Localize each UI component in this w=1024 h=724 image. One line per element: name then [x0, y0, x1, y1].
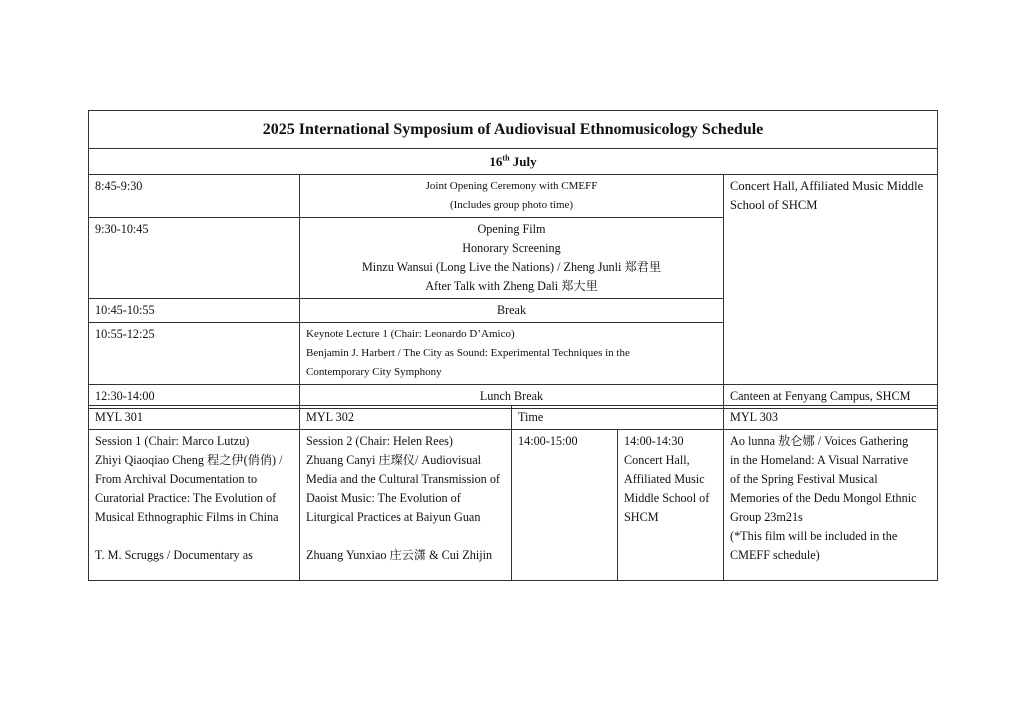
session-line: Session 2 (Chair: Helen Rees) — [306, 434, 453, 448]
session-line: CMEFF schedule) — [730, 548, 820, 562]
page-title: 2025 International Symposium of Audiovisual Ethnomusicology Schedule — [89, 111, 938, 149]
session-line: Daoist Music: The Evolution of — [306, 491, 461, 505]
column-header: MYL 302 — [300, 406, 512, 430]
event-line: Contemporary City Symphony — [306, 366, 442, 378]
date-suffix: th — [502, 153, 510, 163]
venue-line: Concert Hall, Affiliated Music Middle — [730, 179, 924, 193]
time-cell: 10:45-10:55 — [89, 299, 300, 323]
event-cell — [300, 175, 724, 218]
column-header: MYL 301 — [89, 406, 300, 430]
sessions-table — [88, 405, 938, 581]
time-cell: 9:30-10:45 — [89, 218, 300, 299]
time-cell: 8:45-9:30 — [89, 175, 300, 218]
session-line: Zhuang Canyi 庄璨仪/ Audiovisual — [306, 453, 482, 467]
session-cell — [724, 430, 938, 581]
time-cell: 12:30-14:00 — [89, 385, 300, 409]
session-line: Liturgical Practices at Baiyun Guan — [306, 510, 481, 524]
venue-cell — [724, 175, 938, 385]
column-header: Time — [512, 406, 724, 430]
time-cell — [618, 430, 724, 581]
session-line: Middle School of — [624, 491, 710, 505]
event-cell: Break — [300, 299, 724, 323]
column-header: MYL 303 — [724, 406, 938, 430]
event-line: Opening Film — [477, 222, 546, 236]
event-line: Minzu Wansui (Long Live the Nations) / Zheng Junli 郑君里 — [361, 260, 662, 274]
date-month: July — [512, 154, 537, 169]
session-cell — [300, 430, 512, 581]
event-line: (Includes group photo time) — [449, 199, 574, 211]
time-cell: 14:00-15:00 — [512, 430, 618, 581]
session-line: 14:00-14:30 — [624, 434, 684, 448]
session-line — [306, 527, 505, 546]
session-line: Media and the Cultural Transmission of — [306, 472, 500, 486]
session-line: of the Spring Festival Musical — [730, 472, 878, 486]
venue-cell: Canteen at Fenyang Campus, SHCM — [724, 385, 938, 409]
event-cell: Lunch Break — [300, 385, 724, 409]
session-line: (*This film will be included in the — [730, 529, 898, 543]
session-line: Curatorial Practice: The Evolution of — [95, 491, 277, 505]
venue-line: School of SHCM — [730, 198, 818, 212]
session-line: From Archival Documentation to — [95, 472, 258, 486]
event-cell — [300, 323, 724, 385]
session-cell — [89, 430, 300, 581]
session-line — [95, 527, 293, 546]
event-line: Keynote Lecture 1 (Chair: Leonardo D’Amico) — [306, 328, 515, 340]
date-heading — [89, 149, 938, 175]
event-cell — [300, 218, 724, 299]
date-day: 16 — [489, 154, 503, 169]
session-line: T. M. Scruggs / Documentary as — [95, 548, 253, 562]
session-line: Musical Ethnographic Films in China — [95, 510, 279, 524]
session-line: Concert Hall, — [624, 453, 690, 467]
event-line: Benjamin J. Harbert / The City as Sound: Experimental Techniques in the — [306, 347, 630, 359]
session-line: SHCM — [624, 510, 659, 524]
session-line: Zhiyi Qiaoqiao Cheng 程之伊(俏俏) / — [95, 453, 283, 467]
session-line: Affiliated Music — [624, 472, 705, 486]
session-line: Zhuang Yunxiao 庄云潇 & Cui Zhijin — [306, 548, 493, 562]
event-line: Honorary Screening — [462, 241, 561, 255]
event-line: After Talk with Zheng Dali 郑大里 — [425, 279, 598, 293]
session-line: in the Homeland: A Visual Narrative — [730, 453, 909, 467]
event-line: Joint Opening Ceremony with CMEFF — [425, 180, 598, 192]
session-line: Session 1 (Chair: Marco Lutzu) — [95, 434, 250, 448]
session-line: Ao lunna 敖仑娜 / Voices Gathering — [730, 434, 909, 448]
schedule-table — [88, 110, 938, 409]
session-line: Memories of the Dedu Mongol Ethnic — [730, 491, 917, 505]
time-cell: 10:55-12:25 — [89, 323, 300, 385]
session-line: Group 23m21s — [730, 510, 803, 524]
